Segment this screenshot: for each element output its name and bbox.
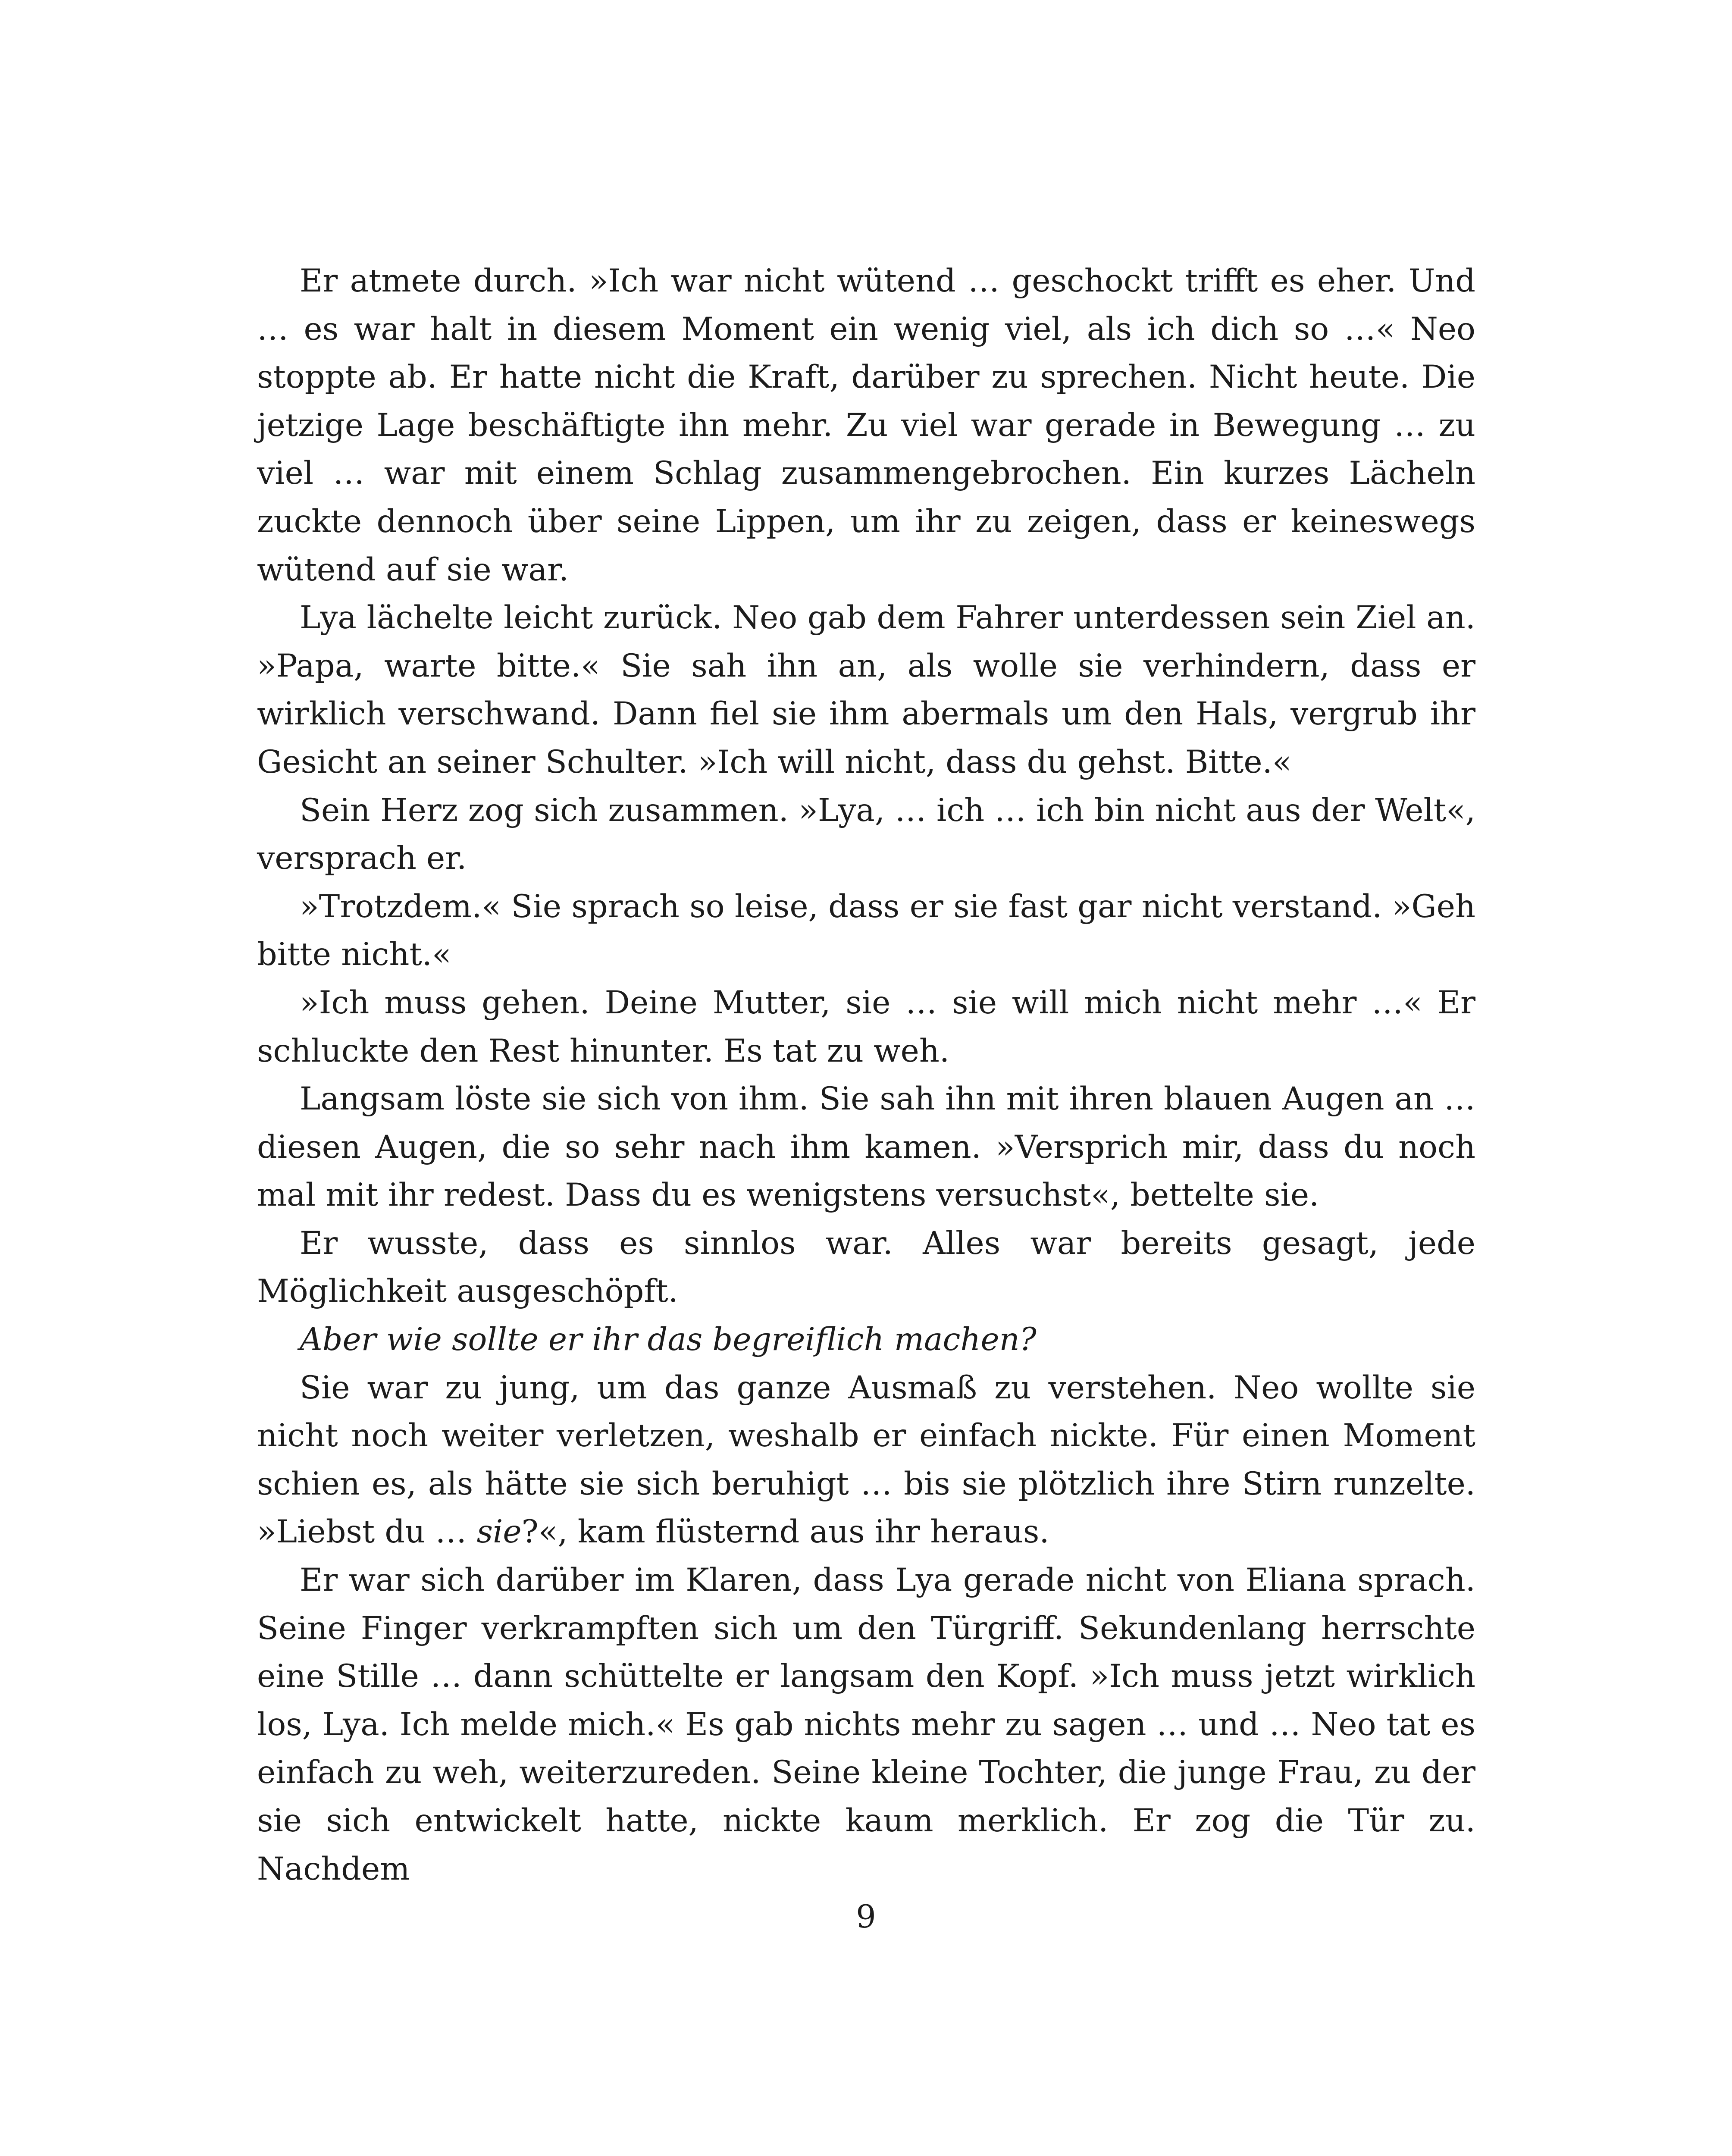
paragraph-10: Er war sich darüber im Klaren, dass Lya gerade nicht von Eliana sprach. Seine Finger verkrampften sich um den Türgriff. Sekundenlang herrschte eine Stille … dann schüttelte er langsam den Kopf. »Ich muss jetzt wirklich los, Lya. Ich melde mich.« Es gab nichts mehr zu sagen … und … Neo tat es einfach zu weh, weiterzureden. Seine kleine Tochter, die junge Frau, zu der sie sich entwickelt hatte, nickte kaum merklich. Er zog die Tür zu. Nachdem (257, 1562, 1475, 1887)
paragraph-4: »Trotzdem.« Sie sprach so leise, dass er sie fast gar nicht verstand. »Geh bitte nicht.« (257, 888, 1475, 973)
page-number: 9 (856, 1899, 876, 1935)
paragraph-2: Lya lächelte leicht zurück. Neo gab dem Fahrer unterdessen sein Ziel an. »Papa, warte bitte.« Sie sah ihn an, als wolle sie verhindern, dass er wirklich verschwand. Dann fiel sie ihm abermals um den Hals, vergrub ihr Gesicht an seiner Schulter. »Ich will nicht, dass du gehst. Bitte.« (257, 599, 1475, 780)
paragraph-1: Er atmete durch. »Ich war nicht wütend … geschockt trifft es eher. Und … es war halt in diesem Moment ein wenig viel, als ich dich so …« Neo stoppte ab. Er hatte nicht die Kraft, darüber zu sprechen. Nicht heute. Die jetzige Lage beschäftigte ihn mehr. Zu viel war gerade in Bewegung … zu viel … war mit einem Schlag zusammengebrochen. Ein kurzes Lächeln zuckte dennoch über seine Lippen, um ihr zu zeigen, dass er keineswegs wütend auf sie war. (257, 263, 1475, 588)
paragraph-9-emphasis: sie (476, 1514, 522, 1551)
body-text (257, 257, 1475, 1893)
paragraph-9-text-a: Sie war zu jung, um das ganze Ausmaß zu verstehen. Neo wollte sie nicht noch weiter verletzen, weshalb er einfach nickte. Für einen Moment schien es, als hätte sie sich beruhigt … bis sie plötzlich ihre Stirn runzelte. »Liebst du … (257, 1369, 1475, 1551)
paragraph-6: Langsam löste sie sich von ihm. Sie sah ihn mit ihren blauen Augen an … diesen Augen, die so sehr nach ihm kamen. »Versprich mir, dass du noch mal mit ihr redest. Dass du es wenigstens versuchst«, bettelte sie. (257, 1081, 1475, 1214)
paragraph-7: Er wusste, dass es sinnlos war. Alles war bereits gesagt, jede Möglichkeit ausgeschöpft. (257, 1225, 1475, 1310)
paragraph-9-text-b: ?«, kam flüsternd aus ihr heraus. (521, 1514, 1049, 1551)
paragraph-9 (257, 1364, 1475, 1556)
paragraph-8-italic-thought: Aber wie sollte er ihr das begreiflich machen? (300, 1321, 1037, 1358)
paragraph-3: Sein Herz zog sich zusammen. »Lya, … ich … ich bin nicht aus der Welt«, versprach er. (257, 792, 1475, 877)
paragraph-5: »Ich muss gehen. Deine Mutter, sie … sie will mich nicht mehr …« Er schluckte den Rest hinunter. Es tat zu weh. (257, 984, 1475, 1069)
